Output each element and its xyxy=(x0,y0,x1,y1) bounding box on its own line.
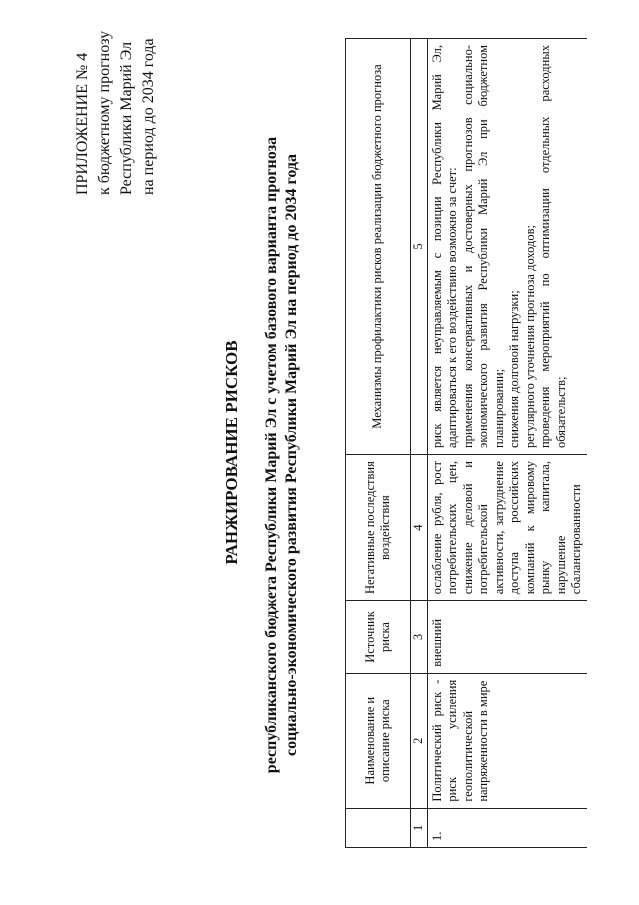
mechanism-item: снижения долговой нагрузки; xyxy=(507,290,521,449)
mechanism-item: регулярного уточнения прогноза доходов; xyxy=(522,224,537,449)
appendix-line-1: ПРИЛОЖЕНИЕ № 4 xyxy=(74,52,91,195)
header-col-3: Источник риска xyxy=(346,601,411,674)
table-row xyxy=(427,39,587,848)
column-number: 5 xyxy=(411,39,428,455)
row-number: 1. xyxy=(427,808,587,847)
appendix-line-3: Республики Марий Эл xyxy=(118,41,135,195)
appendix-line-4: на период до 2034 года xyxy=(140,38,157,195)
column-number-row xyxy=(411,39,428,848)
subtitle-line-2: социально-экономического развития Республики Марий Эл на период до 2034 года xyxy=(283,154,300,756)
mechanism-item: проведения мероприятий по оптимизации отдельных расходных обязательств; xyxy=(538,45,568,449)
header-col-2: Наименование и описание риска xyxy=(346,673,411,808)
mechanism-item: применения консервативных и достоверных прогнозов социально-экономического развития Республики Марий Эл при бюджетном планировании; xyxy=(460,45,506,449)
column-number: 3 xyxy=(411,601,428,674)
page-subtitle xyxy=(262,45,302,865)
appendix-label xyxy=(72,5,160,195)
header-col-1 xyxy=(346,808,411,847)
mechanism-item: риск является неуправляемым с позиции Республики Марий Эл, адаптироваться к его воздействию возможно за счет: xyxy=(429,45,459,449)
risk-table xyxy=(345,38,587,848)
risk-source-cell: внешний xyxy=(427,601,587,674)
subtitle-line-1: республиканского бюджета Республики Марий Эл с учетом базового варианта прогноза xyxy=(263,136,280,774)
risk-name-cell: Политический риск - риск усиления геополитической напряженности в мире xyxy=(427,673,587,808)
page-title: РАНЖИРОВАНИЕ РИСКОВ xyxy=(222,340,241,565)
appendix-line-2: к бюджетному прогнозу xyxy=(96,30,113,195)
header-col-4: Негативные последствия воздействия xyxy=(346,455,411,601)
consequences-cell: ослабление рубля, рост потребительских цен, снижение деловой и потребительской активности, затруднение доступа российских компаний к мировому рынку капитала, нарушение сбалансированности xyxy=(427,455,587,601)
column-number: 4 xyxy=(411,455,428,601)
header-col-5: Механизмы профилактики рисков реализации бюджетного прогноза xyxy=(346,39,411,455)
mechanisms-cell xyxy=(427,39,587,455)
column-number: 1 xyxy=(411,808,428,847)
table-header-row xyxy=(346,39,411,848)
column-number: 2 xyxy=(411,673,428,808)
